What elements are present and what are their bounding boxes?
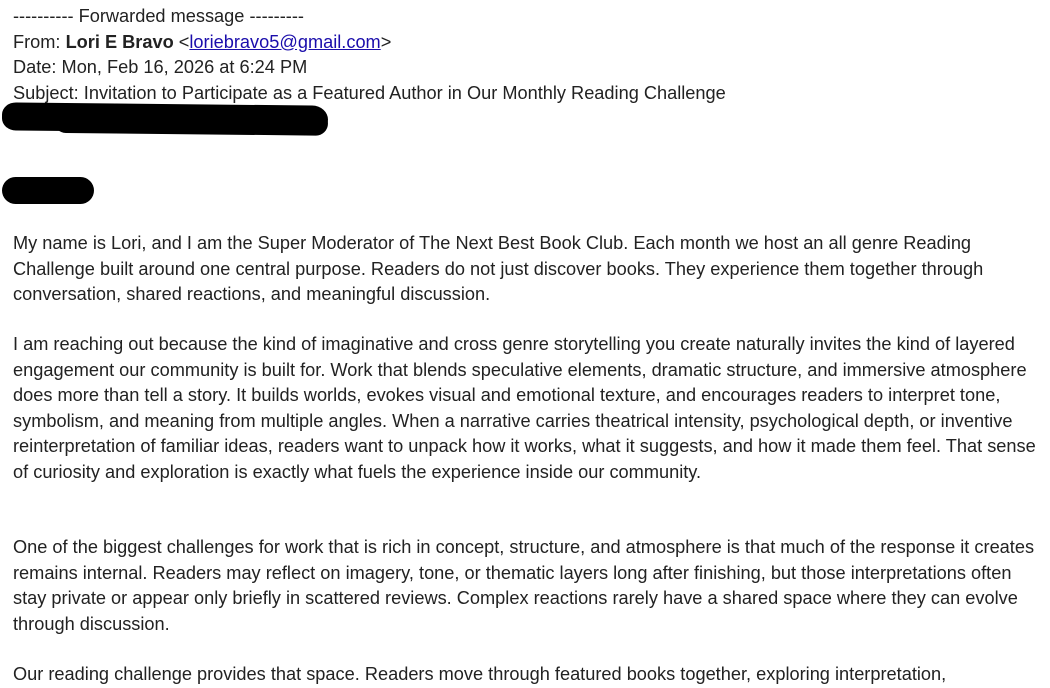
subject-value: Invitation to Participate as a Featured Author in Our Monthly Reading Challenge (83, 82, 726, 103)
forwarded-message-line (13, 4, 1047, 30)
from-line (13, 30, 1047, 56)
body-paragraph: One of the biggest challenges for work that is rich in concept, structure, and atmosphere is that much of the response it creates remains internal. Readers may reflect on imagery, tone, or thematic layers long after finishing, but those interpretations often stay private or appear only briefly in scattered reviews. Complex reactions rarely have a shared space where they can evolve through discussion. (13, 537, 1035, 634)
email-message (13, 4, 1047, 684)
date-line (13, 55, 1047, 81)
sender-email-open: < (178, 31, 190, 52)
redacted-recipient-line (2, 102, 328, 133)
sender-name: Lori E Bravo (65, 31, 174, 52)
redacted-greeting (2, 177, 94, 204)
from-label: From: (13, 31, 61, 52)
sender-email-link[interactable]: loriebravo5@gmail.com (189, 31, 381, 52)
subject-label: Subject: (13, 82, 79, 103)
date-label: Date: (13, 57, 57, 78)
sender-email-close: > (380, 31, 392, 52)
body-paragraph: I am reaching out because the kind of imaginative and cross genre storytelling you create naturally invites the kind of layered engagement our community is built for. Work that blends speculative elements, dramatic structure, and immersive atmosphere does more than tell a story. It builds worlds, evokes visual and emotional texture, and encourages readers to interpret tone, symbolism, and meaning from multiple angles. When a narrative carries theatrical intensity, psychological depth, or inventive reinterpretation of familiar ideas, readers want to unpack how it works, what it suggests, and how it made them feel. That sense of curiosity and exploration is exactly what fuels the experience inside our community. (13, 334, 1036, 482)
body-paragraph: My name is Lori, and I am the Super Moderator of The Next Best Book Club. Each month we host an all genre Reading Challenge built around one central purpose. Readers do not just discover books. They experience them together through conversation, shared reactions, and meaningful discussion. (13, 233, 984, 305)
forwarded-separator: ---------- Forwarded message --------- (13, 6, 304, 26)
date-value: Mon, Feb 16, 2026 at 6:24 PM (61, 57, 308, 78)
body-paragraph: Our reading challenge provides that space. Readers move through featured books together, exploring interpretation, (13, 664, 947, 684)
subject-line (13, 81, 1047, 107)
